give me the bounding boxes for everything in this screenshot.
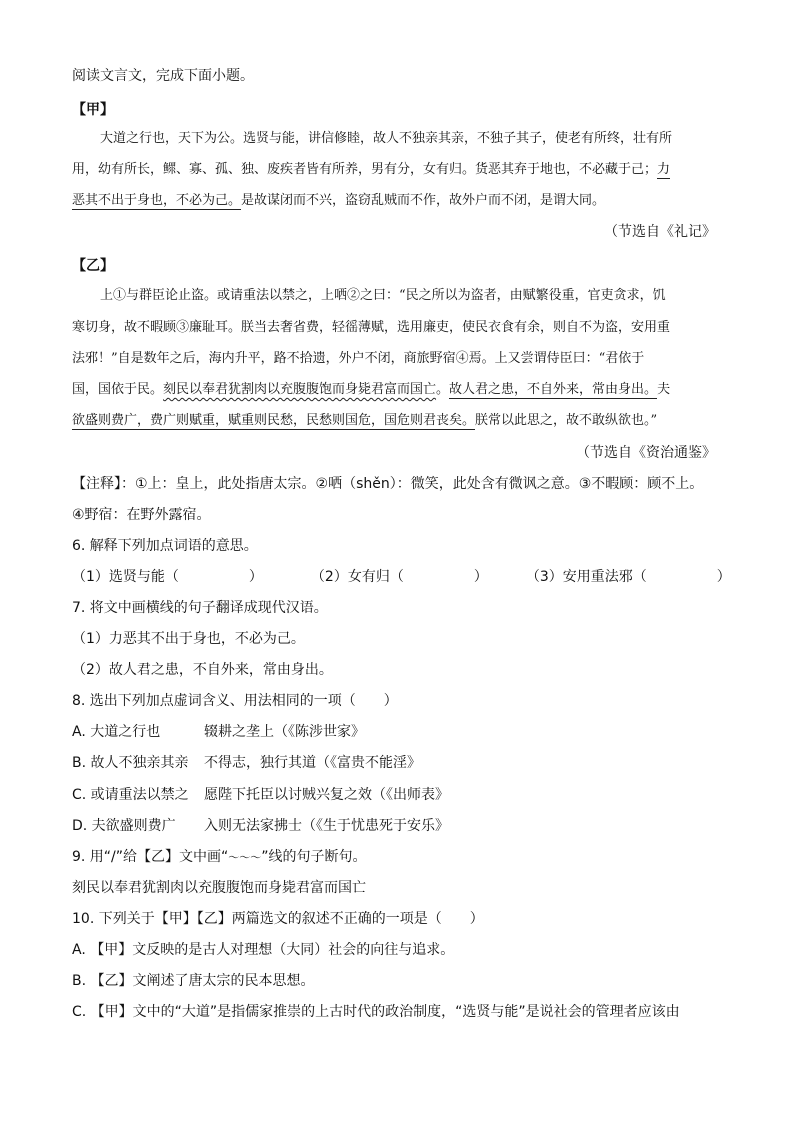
q8-option-c: C. 或请重法以禁之 愿陛下托臣以讨贼兴复之效（《出师表》	[72, 787, 449, 803]
jia-line-3: 恶其不出于身也，不必为己。是故谋闭而不兴，盗窃乱贼而不作，故外户而不闭，是谓大同。	[72, 193, 606, 208]
q6-items	[72, 567, 731, 587]
notes-line-2: ④野宿：在野外露宿。	[72, 507, 211, 523]
q7-stem: 7. 将文中画横线的句子翻译成现代汉语。	[72, 600, 328, 616]
q8-option-b: B. 故人不独亲其亲 不得志，独行其道（《富贵不能淫》	[72, 755, 421, 771]
jia-underlined-sentence: 恶其不出于身也，不必为己。	[72, 193, 242, 208]
q7-item-2: （2）故人君之患，不自外来，常由身出。	[72, 662, 333, 678]
yi-label: 【乙】	[72, 258, 114, 274]
yi-source: （节选自《资治通鉴》	[576, 445, 716, 461]
yi-wavy-sentence: 刻民以奉君犹割肉以充腹腹饱而身毙君富而国亡	[163, 382, 437, 397]
yi-line-4: 国，国依于民。刻民以奉君犹割肉以充腹腹饱而身毙君富而国亡。故人君之患，不自外来，常由身出。夫	[72, 382, 671, 397]
q10-stem: 10. 下列关于【甲】【乙】两篇选文的叙述不正确的一项是（ ）	[72, 911, 484, 927]
jia-source: （节选自《礼记》	[604, 224, 716, 240]
q9-sentence: 刻民以奉君犹割肉以充腹腹饱而身毙君富而国亡	[72, 880, 366, 896]
q10-option-c: C. 【甲】文中的“大道”是指儒家推崇的上古时代的政治制度，“选贤与能”是说社会的管理者应该由	[72, 1004, 680, 1020]
jia-line-2: 用，幼有所长，鳏、寡、孤、独、废疾者皆有所养，男有分，女有归。货恶其弃于地也，不必藏于己；力	[72, 162, 671, 177]
yi-line-3: 法邪！”自是数年之后，海内升平，路不拾遗，外户不闭，商旅野宿④焉。上又尝谓侍臣曰：“君依于	[72, 351, 645, 366]
yi-line-5: 欲盛则费广，费广则赋重，赋重则民愁，民愁则国危，国危则君丧矣。朕常以此思之，故不敢纵欲也。”	[72, 413, 658, 428]
q6-item-1: （1）选贤与能（ ）	[72, 569, 263, 585]
q6-item-3: （3）安用重法邪（ ）	[525, 569, 731, 585]
jia-label: 【甲】	[72, 102, 114, 118]
notes-line-1: 【注释】：①上：皇上，此处指唐太宗。②哂（shěn）：微笑，此处含有微讽之意。③不暇顾：顾不上。	[72, 476, 704, 492]
jia-underlined-start: 力	[657, 162, 671, 177]
q6-stem: 6. 解释下列加点词语的意思。	[72, 538, 258, 554]
q7-item-1: （1）力恶其不出于身也，不必为己。	[72, 631, 305, 647]
q10-option-b: B. 【乙】文阐述了唐太宗的民本思想。	[72, 973, 315, 989]
yi-line-1: 上①与群臣论止盗。或请重法以禁之，上哂②之曰：“民之所以为盗者，由赋繁役重，官吏贪求，饥	[100, 288, 666, 303]
yi-line-2: 寒切身，故不暇顾③廉耻耳。朕当去奢省费，轻徭薄赋，选用廉吏，使民衣食有余，则自不为盗，安用重	[72, 320, 671, 335]
q8-option-d: D. 夫欲盛则费广 入则无法家拂士（《生于忧患死于安乐》	[72, 818, 449, 834]
yi-underlined-sentence-2: 欲盛则费广，费广则赋重，赋重则民愁，民愁则国危，国危则君丧矣。	[72, 413, 476, 428]
jia-line-1: 大道之行也，天下为公。选贤与能，讲信修睦，故人不独亲其亲，不独子其子，使老有所终，壮有所	[100, 131, 673, 146]
q8-stem: 8. 选出下列加点虚词含义、用法相同的一项（ ）	[72, 693, 398, 709]
wavy-line-mark: ～～～	[228, 851, 262, 864]
yi-underlined-sentence-1: 故人君之患，不自外来，常由身出。	[449, 382, 658, 397]
q6-item-2: （2）女有归（ ）	[310, 569, 488, 585]
q9-stem: 9. 用“/”给【乙】文中画“～～～”线的句子断句。	[72, 849, 367, 865]
q10-option-a: A. 【甲】文反映的是古人对理想（大同）社会的向往与追求。	[72, 942, 455, 958]
q8-option-a: A. 大道之行也 辍耕之垄上（《陈涉世家》	[72, 724, 365, 740]
intro-text: 阅读文言文，完成下面小题。	[72, 68, 254, 84]
